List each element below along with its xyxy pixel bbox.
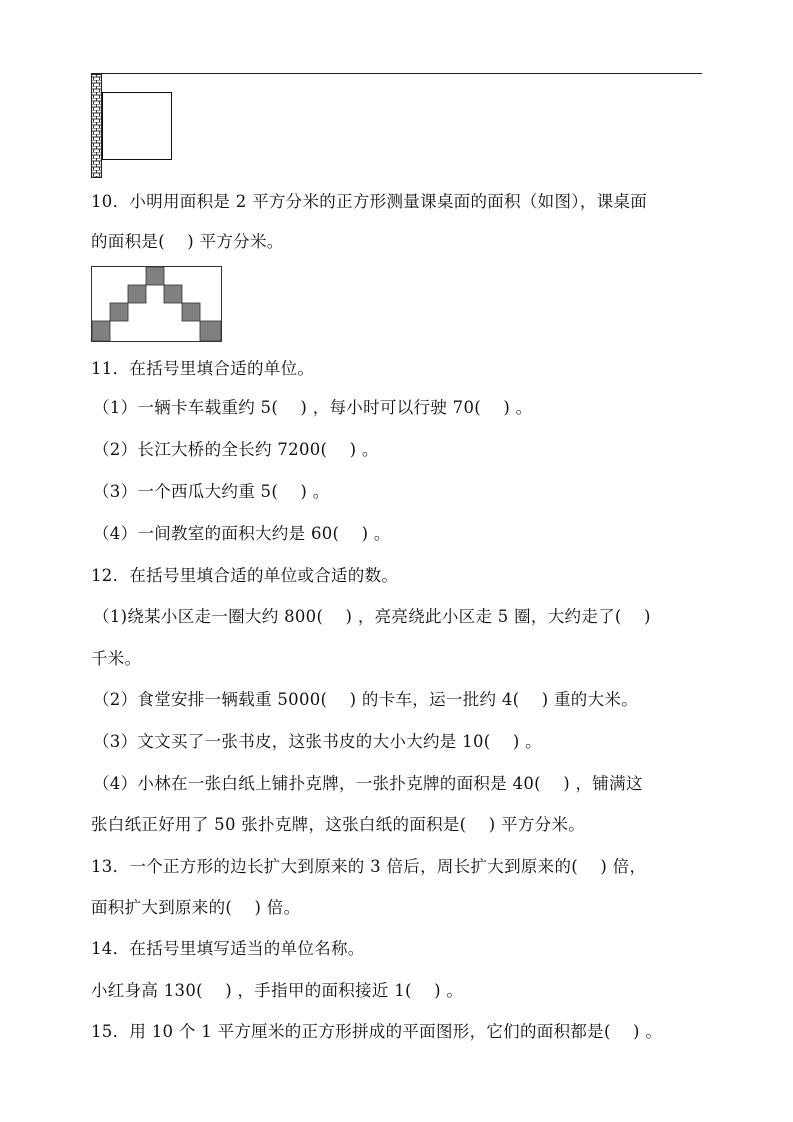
question-11-item-4: （4）一间教室的面积大约是 60( ) 。: [93, 524, 391, 543]
question-12-item-3: （3）文文买了一张书皮，这张书皮的大小大约是 10( ) 。: [93, 732, 542, 751]
question-15: 15．用 10 个 1 平方厘米的正方形拼成的平面图形，它们的面积都是( ) 。: [91, 1022, 663, 1041]
question-10-line-2: 的面积是( ) 平方分米。: [91, 232, 284, 251]
question-11-title: 11．在括号里填合适的单位。: [91, 359, 315, 378]
question-14-title: 14．在括号里填写适当的单位名称。: [91, 939, 365, 958]
question-12-title: 12．在括号里填合适的单位或合适的数。: [91, 566, 399, 585]
question-11-item-2: （2）长江大桥的全长约 7200( ) 。: [93, 440, 379, 459]
question-12-item-1-line-1: （1)绕某小区走一圈大约 800( ) ，亮亮绕此小区走 5 圈，大约走了( ): [93, 607, 651, 626]
question-11-item-1: （1）一辆卡车载重约 5( ) ，每小时可以行驶 70( ) 。: [93, 398, 533, 417]
brick-wall-figure: [91, 74, 102, 178]
top-rule: [91, 73, 702, 74]
question-12-item-2: （2）食堂安排一辆载重 5000( ) 的卡车，运一批约 4( ) 重的大米。: [93, 690, 639, 709]
question-12-item-1-line-2: 千米。: [91, 649, 142, 668]
desk-surface-figure: [91, 266, 222, 342]
question-13-line-1: 13．一个正方形的边长扩大到原来的 3 倍后，周长扩大到原来的( ) 倍，: [91, 857, 647, 876]
question-10-line-1: 10．小明用面积是 2 平方分米的正方形测量课桌面的面积（如图），课桌面: [91, 192, 648, 211]
question-14-item: 小红身高 130( ) ，手指甲的面积接近 1( ) 。: [91, 981, 464, 1000]
question-13-line-2: 面积扩大到原来的( ) 倍。: [91, 898, 301, 917]
square-figure: [102, 92, 172, 160]
question-12-item-4-line-2: 张白纸正好用了 50 张扑克牌，这张白纸的面积是( ) 平方分米。: [91, 815, 586, 834]
question-11-item-3: （3）一个西瓜大约重 5( ) 。: [93, 482, 330, 501]
question-12-item-4-line-1: （4）小林在一张白纸上铺扑克牌，一张扑克牌的面积是 40( ) ，铺满这: [93, 774, 643, 793]
